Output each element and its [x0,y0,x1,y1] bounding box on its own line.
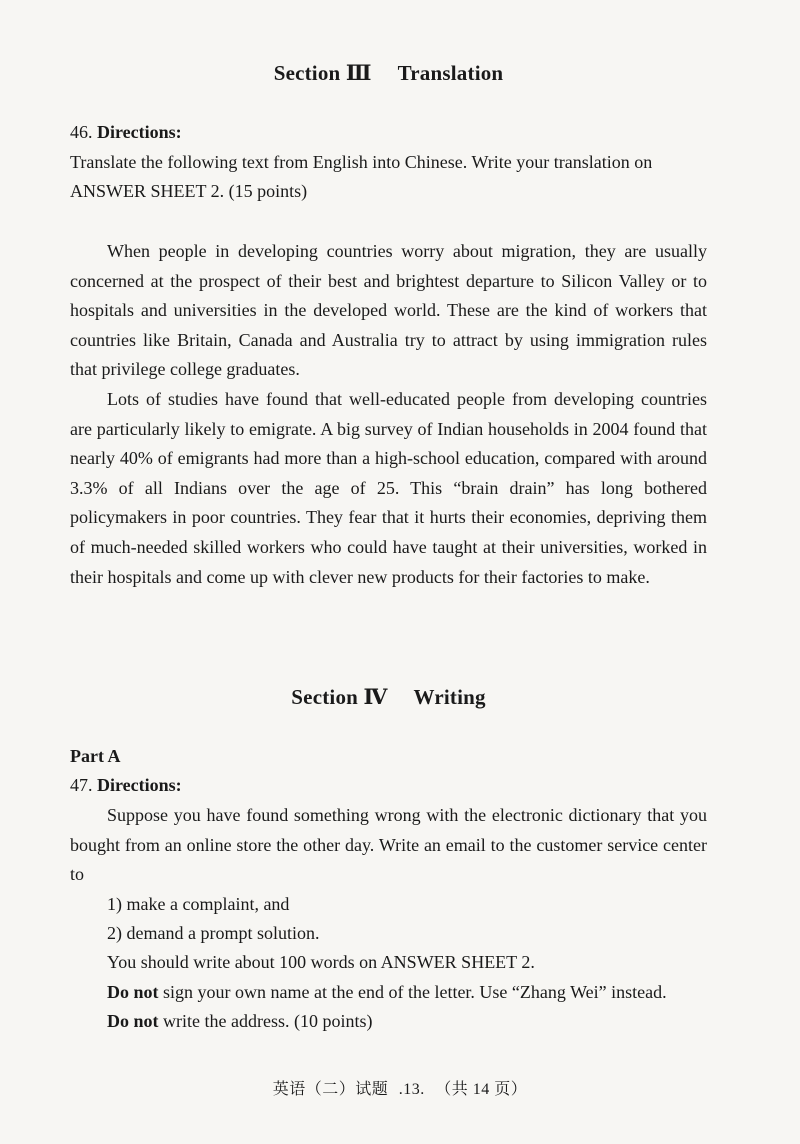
section-3-number: Section Ⅲ [273,61,372,85]
question-47-directions-label: Directions: [97,775,182,795]
footer-total-pages: （共 14 页） [435,1081,528,1098]
question-46-directions-line2: ANSWER SHEET 2. (15 points) [70,181,308,201]
section-4-name: Writing [413,685,486,709]
question-46-header [70,118,707,148]
section-3-title [70,60,707,86]
question-47-header [70,771,707,801]
do-not-address-instruction: Do not write the address. (10 points) [107,1011,373,1031]
question-47-number: 47. [70,775,93,795]
section-4-title [70,684,707,710]
writing-item-1: 1) make a complaint, and [107,894,290,914]
translation-paragraph-1: When people in developing countries worry about migration, they are usually concerned at the prospect of their best and brightest departure to Silicon Valley or to hospitals and universities in the developed world. These are the kind of workers that countries like Britain, Canada and Australia try to attract by using immigration rules that privilege college graduates. [70,241,707,380]
section-4-number: Section Ⅳ [291,685,388,709]
writing-directions: Suppose you have found something wrong with the electronic dictionary that you bought from an online store the other day. Write an email to the customer service center to [70,805,707,885]
do-not-sign-instruction: Do not sign your own name at the end of the letter. Use “Zhang Wei” instead. [107,982,667,1002]
page-footer [0,1076,800,1099]
footer-page-number: .13. [398,1081,425,1098]
question-46-number: 46. [70,122,93,142]
question-46-directions-label: Directions: [97,122,182,142]
writing-item-2: 2) demand a prompt solution. [107,923,320,943]
footer-subject: 英语（二）试题 [272,1081,389,1098]
section-3-name: Translation [397,61,504,85]
part-a-heading: Part A [70,746,121,766]
question-46-directions-line1: Translate the following text from English into Chinese. Write your translation on [70,152,653,172]
translation-paragraph-2: Lots of studies have found that well-educated people from developing countries are particularly likely to emigrate. A big survey of Indian households in 2004 found that nearly 40% of emigrants had more than a high-school education, compared with around 3.3% of all Indians over the age of 25. This “brain drain” has long bothered policymakers in poor countries. They fear that it hurts their economies, depriving them of much-needed skilled workers who could have taught at their universities, worked in their hospitals and come up with clever new products for their factories to make. [70,389,707,587]
word-count-instruction: You should write about 100 words on ANSWER SHEET 2. [107,952,535,972]
